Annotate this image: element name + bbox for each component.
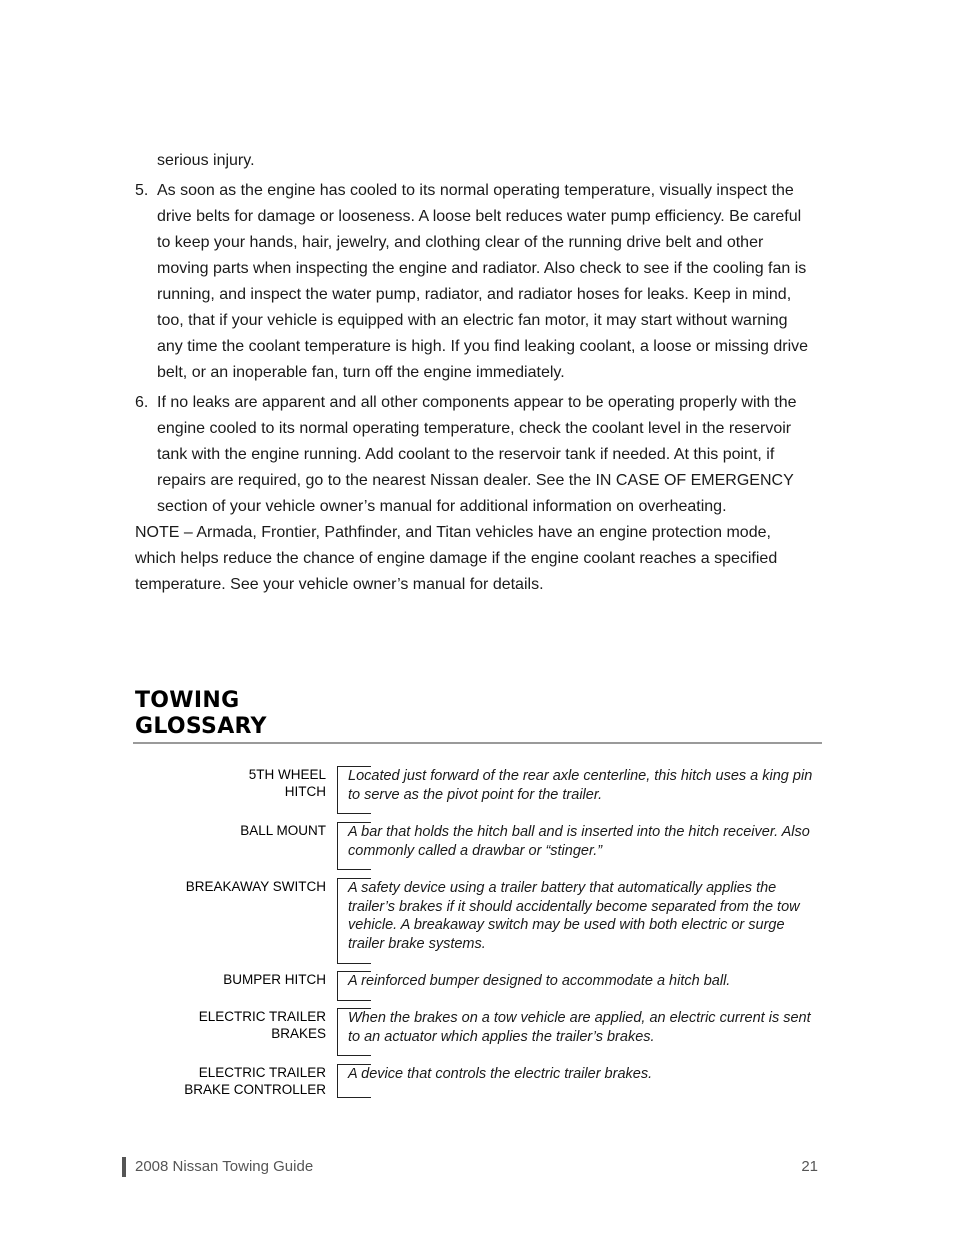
title-divider [133,742,822,744]
glossary-term [126,822,326,839]
glossary-title-line-1: TOWING [135,688,240,713]
step-number: 6. [135,394,149,411]
footer-bar [122,1157,126,1177]
glossary-definition: A bar that holds the hitch ball and is inserted into the hitch receiver. Also commonly called a drawbar or “stinger.” [348,824,810,859]
term-line: HITCH [284,784,326,799]
step-number: 5. [135,182,149,199]
list-item-step-6 [135,390,815,520]
term-line: ELECTRIC TRAILER [198,1009,326,1024]
note-label: NOTE – [135,524,193,541]
term-line: ELECTRIC TRAILER [198,1065,326,1080]
term-line: BRAKE CONTROLLER [184,1082,326,1097]
glossary-definition: A safety device using a trailer battery that automatically applies the trailer’s brakes if it should accidentally become separated from the tow vehicle. A breakaway switch may be used with both electric or surge trailer brake systems. [348,880,800,952]
continuation-text: serious injury. [157,152,255,169]
term-line: BALL MOUNT [240,823,326,838]
note-paragraph [135,520,815,598]
body-text [135,148,815,598]
list-item-step-5 [135,178,815,386]
term-line: BRAKES [271,1026,326,1041]
glossary-term [126,878,326,895]
glossary-definition: Located just forward of the rear axle centerline, this hitch uses a king pin to serve as the pivot point for the trailer. [348,768,813,803]
glossary-term [126,971,326,988]
term-line: BREAKAWAY SWITCH [185,879,326,894]
glossary-definition: A reinforced bumper designed to accommodate a hitch ball. [348,973,731,989]
glossary-term [126,766,326,800]
step-text: As soon as the engine has cooled to its normal operating temperature, visually inspect the drive belts for damage or looseness. A loose belt reduces water pump efficiency. Be careful to keep your hands, hair, jewelry, and clothing clear of the running drive belt and other moving parts when inspecting the engine and radiator. Also check to see if the cooling fan is running, and inspect the water pump, radiator, and radiator hoses for leaks. Keep in mind, too, that if your vehicle is equipped with an electric fan motor, it may start without warning any time the coolant temperature is high. If you find leaking coolant, a loose or missing drive belt, or an inoperable fan, turn off the engine immediately. [157,182,809,381]
glossary-term [126,1064,326,1098]
step-text: If no leaks are apparent and all other components appear to be operating properly with the engine cooled to its normal operating temperature, check the coolant level in the reservoir tank with the engine running. Add coolant to the reservoir tank if needed. At this point, if repairs are required, go to the nearest Nissan dealer. See the IN CASE OF EMERGENCY section of your vehicle owner’s manual for additional information on overheating. [157,394,797,515]
glossary-term [126,1008,326,1042]
term-line: 5TH WHEEL [248,767,326,782]
note-text: Armada, Frontier, Pathfinder, and Titan vehicles have an engine protection mode, which helps reduce the chance of engine damage if the engine coolant reaches a specified temperature. See your vehicle owner’s manual for details. [135,524,778,593]
glossary-title [135,688,267,740]
term-line: BUMPER HITCH [223,972,326,987]
glossary-definition: When the brakes on a tow vehicle are applied, an electric current is sent to an actuator which applies the trailer’s brakes. [348,1010,811,1045]
footer-title: 2008 Nissan Towing Guide [135,1158,314,1175]
glossary-definition: A device that controls the electric trailer brakes. [348,1066,653,1082]
page-number: 21 [801,1158,818,1175]
glossary-title-line-2: GLOSSARY [135,714,267,739]
